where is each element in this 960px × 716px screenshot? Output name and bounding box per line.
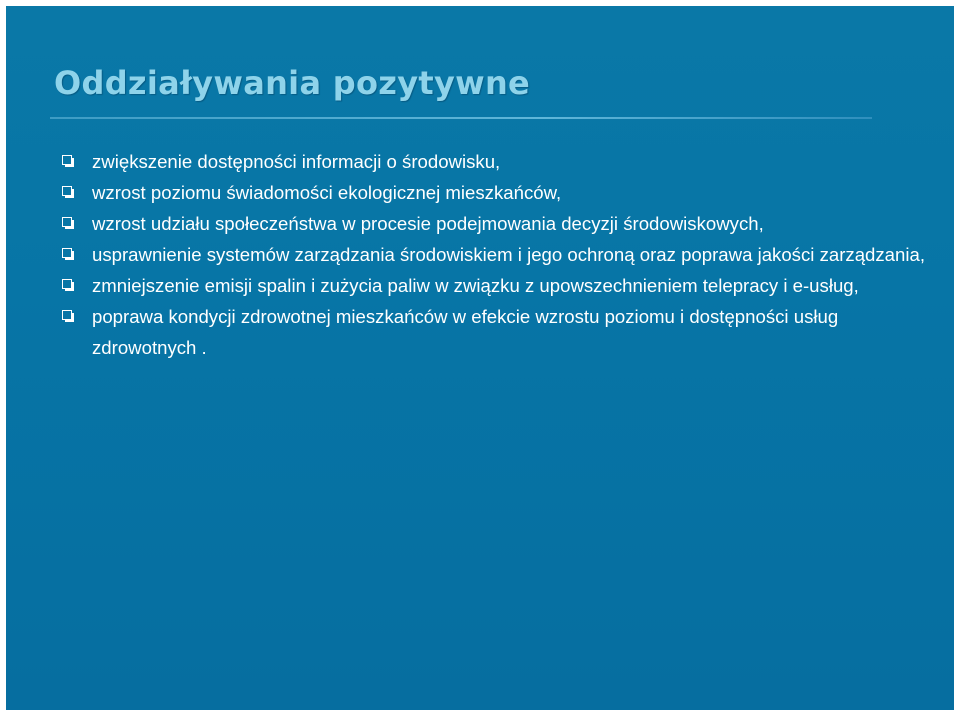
hollow-square-bullet-icon: [62, 217, 72, 227]
bullet-text: poprawa kondycji zdrowotnej mieszkańców w efekcie wzrostu poziomu i dostępności usług zdrowotnych .: [92, 306, 839, 358]
list-item: [62, 239, 932, 270]
list-item: [62, 177, 932, 208]
bullet-text: zwiększenie dostępności informacji o środowisku,: [92, 151, 501, 172]
hollow-square-bullet-icon: [62, 248, 72, 258]
list-item: [62, 301, 932, 363]
bullet-text: zmniejszenie emisji spalin i zużycia paliw w związku z upowszechnieniem telepracy i e-usług,: [92, 275, 859, 296]
slide: [6, 6, 954, 710]
bullet-text: wzrost udziału społeczeństwa w procesie podejmowania decyzji środowiskowych,: [92, 213, 764, 234]
hollow-square-bullet-icon: [62, 310, 72, 320]
hollow-square-bullet-icon: [62, 155, 72, 165]
list-item: [62, 146, 932, 177]
title-divider: [50, 117, 872, 119]
bullet-text: wzrost poziomu świadomości ekologicznej mieszkańców,: [92, 182, 562, 203]
list-item: [62, 270, 932, 301]
slide-title: Oddziaływania pozytywne: [54, 64, 531, 102]
hollow-square-bullet-icon: [62, 186, 72, 196]
bullet-list: [62, 146, 932, 363]
bullet-text: usprawnienie systemów zarządzania środowiskiem i jego ochroną oraz poprawa jakości zarządzania,: [92, 244, 925, 265]
list-item: [62, 208, 932, 239]
hollow-square-bullet-icon: [62, 279, 72, 289]
